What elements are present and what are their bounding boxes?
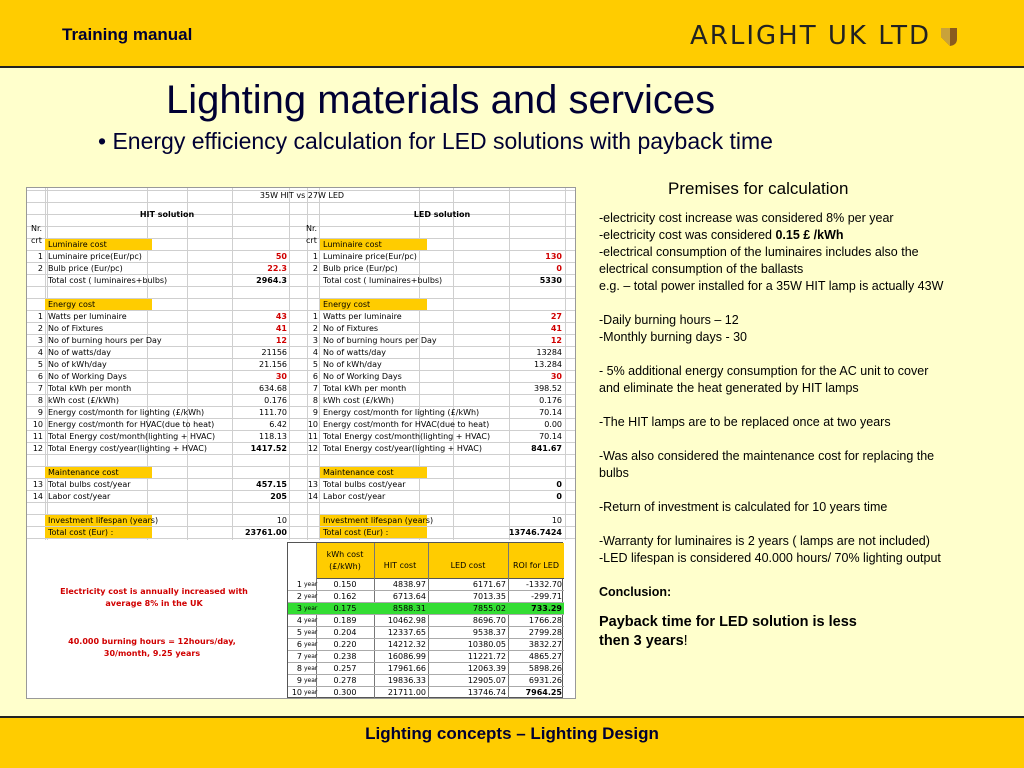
roi-led-cost: 10380.05: [467, 640, 506, 649]
roi-row: [288, 603, 564, 615]
row-value-led: 398.52: [534, 384, 562, 393]
logo-mark-icon: [939, 25, 959, 47]
nr-header: Nr.: [306, 224, 318, 233]
row-number: 4: [312, 348, 318, 357]
hit-solution-heading: HIT solution: [139, 210, 195, 219]
nr-header: crt: [31, 236, 42, 245]
roi-value: 733.29: [531, 604, 562, 613]
row-label: Bulb price (Eur/pc): [48, 264, 123, 273]
conclusion-emphasis: then 3 years: [599, 633, 684, 649]
roi-year: 5: [296, 628, 302, 637]
row-number: 11: [32, 432, 43, 441]
roi-hit-cost: 19836.33: [387, 676, 426, 685]
slide-title: Lighting materials and services: [166, 78, 716, 122]
roi-hit-cost: 17961.66: [387, 664, 426, 673]
row-value-led: 5330: [539, 276, 562, 285]
premise-text: -electricity cost increase was considered 8% per year: [599, 211, 894, 225]
premise-line: [599, 465, 1004, 482]
grid-line: [27, 418, 576, 419]
premise-line: [599, 431, 1004, 448]
row-label: Total Energy cost/year(lighting + HVAC): [48, 444, 207, 453]
premise-line: [599, 329, 1004, 346]
roi-row: [288, 675, 564, 687]
row-value-led: 0.176: [539, 396, 562, 405]
roi-kwh-cost: 0.204: [333, 628, 357, 637]
roi-kwh-cost: 0.150: [333, 580, 357, 589]
row-label: No of watts/day: [48, 348, 111, 357]
roi-value: 3832.27: [528, 640, 562, 649]
row-number: 8: [312, 396, 318, 405]
row-label: Total Energy cost/month(lighting + HVAC): [323, 432, 491, 441]
roi-hit-cost: 4838.97: [392, 580, 426, 589]
conclusion-line: Payback time for LED solution is less: [599, 614, 857, 630]
roi-hit-cost: 14212.32: [387, 640, 426, 649]
roi-year: 4: [296, 616, 302, 625]
grid-line: [27, 442, 576, 443]
roi-table: [287, 542, 563, 698]
roi-kwh-cost: 0.189: [333, 616, 357, 625]
premise-text: -electricity cost was considered: [599, 228, 776, 242]
row-label: No of watts/day: [323, 348, 386, 357]
roi-year: 6: [296, 640, 302, 649]
sheet-title: 35W HIT vs 27W LED: [259, 191, 345, 200]
premise-text: -Return of investment is calculated for 10 years time: [599, 500, 888, 514]
premise-text: -Was also considered the maintenance cost for replacing the: [599, 449, 935, 463]
row-number: 13: [307, 480, 318, 489]
grid-line: [27, 502, 576, 503]
row-number: 12: [32, 444, 43, 453]
premise-text: -The HIT lamps are to be replaced once at two years: [599, 415, 891, 429]
roi-value: 6931.26: [528, 676, 562, 685]
row-label: Labor cost/year: [48, 492, 111, 501]
premise-text: and eliminate the heat generated by HIT lamps: [599, 381, 859, 395]
roi-led-cost: 12063.39: [467, 664, 506, 673]
premise-line: [599, 261, 1004, 278]
grid-line: [187, 188, 188, 540]
row-label: Total Energy cost/year(lighting + HVAC): [323, 444, 482, 453]
roi-row: [288, 651, 564, 663]
row-label: Energy cost: [323, 300, 371, 309]
row-value-led: 41: [550, 324, 562, 333]
note-electricity: Electricity cost is annually increased with average 8% in the UK: [60, 587, 248, 608]
row-value-hit: 23761.00: [244, 528, 287, 537]
roi-hit-cost: 6713.64: [392, 592, 426, 601]
roi-year-unit: year: [304, 665, 318, 672]
roi-row: [288, 627, 564, 639]
grid-line: [27, 430, 576, 431]
row-number: 11: [307, 432, 318, 441]
premise-line: [599, 533, 1004, 550]
row-value-led: 30: [550, 372, 562, 381]
note-burning-hours: 40.000 burning hours = 12hours/day, 30/month, 9.25 years: [68, 637, 236, 658]
row-value-led: 0.00: [544, 420, 562, 429]
grid-line: [27, 286, 576, 287]
premise-text: e.g. – total power installed for a 35W HIT lamp is actually 43W: [599, 279, 944, 293]
premise-line: [599, 482, 1004, 499]
row-label: Watts per luminaire: [323, 312, 402, 321]
premise-line: [599, 227, 1004, 244]
grid-line: [27, 478, 576, 479]
roi-head-led: LED cost: [450, 561, 486, 570]
roi-led-cost: 9538.37: [472, 628, 506, 637]
roi-row: [288, 615, 564, 627]
roi-head-roi: ROI for LED: [513, 561, 559, 570]
roi-kwh-cost: 0.238: [333, 652, 357, 661]
roi-kwh-cost: 0.300: [333, 688, 357, 697]
roi-year-unit: year: [304, 641, 318, 648]
roi-value: 5898.26: [528, 664, 562, 673]
row-value-hit: 10: [276, 516, 287, 525]
roi-value: 2799.28: [528, 628, 562, 637]
roi-led-cost: 11221.72: [467, 652, 506, 661]
row-value-hit: 50: [275, 252, 287, 261]
row-value-led: 130: [545, 252, 562, 261]
row-number: 5: [37, 360, 43, 369]
grid-line: [27, 202, 576, 203]
grid-line: [27, 262, 576, 263]
footer-text: Lighting concepts – Lighting Design: [365, 724, 659, 743]
row-value-hit: 22.3: [267, 264, 287, 273]
grid-line: [27, 322, 576, 323]
roi-head-kwh: kWh cost (£/kWh): [326, 550, 364, 571]
roi-year-unit: year: [304, 677, 318, 684]
row-value-hit: 1417.52: [250, 444, 287, 453]
row-value-hit: 457.15: [256, 480, 287, 489]
roi-head-hit: HIT cost: [383, 561, 417, 570]
grid-line: [27, 346, 576, 347]
grid-line: [565, 188, 566, 540]
roi-year-unit: year: [304, 629, 318, 636]
row-value-hit: 0.176: [264, 396, 287, 405]
row-number: 8: [37, 396, 43, 405]
premise-line: [599, 312, 1004, 329]
row-number: 1: [312, 312, 318, 321]
row-label: Total kWh per month: [48, 384, 132, 393]
premise-text: -Warranty for luminaires is 2 years ( lamps are not included): [599, 534, 930, 548]
slide-subtitle: • Energy efficiency calculation for LED solutions with payback time: [98, 128, 773, 154]
premise-text: - 5% additional energy consumption for the AC unit to cover: [599, 364, 929, 378]
roi-year: 2: [296, 592, 302, 601]
row-value-led: 13284: [536, 348, 562, 357]
row-number: 12: [307, 444, 318, 453]
header-manual-label: Training manual: [62, 25, 193, 44]
row-label: kWh cost (£/kWh): [323, 396, 394, 405]
roi-row: [288, 591, 564, 603]
row-label: Total bulbs cost/year: [323, 480, 406, 489]
conclusion-mark: !: [683, 633, 688, 649]
row-label: No of Working Days: [48, 372, 127, 381]
row-label: Total cost (Eur) :: [48, 528, 114, 537]
roi-year-unit: year: [304, 605, 318, 612]
roi-row: [288, 639, 564, 651]
premise-line: [599, 516, 1004, 533]
premise-bold-value: 0.15 £ /kWh: [775, 228, 844, 242]
roi-kwh-cost: 0.175: [333, 604, 357, 613]
row-label: No of burning hours per Day: [323, 336, 437, 345]
row-label: Luminaire price(Eur/pc): [48, 252, 142, 261]
premise-text: electrical consumption of the ballasts: [599, 262, 804, 276]
row-value-led: 0: [556, 480, 562, 489]
row-number: 2: [312, 264, 318, 273]
premises-list: [599, 210, 1004, 651]
row-number: 1: [312, 252, 318, 261]
row-label: No of burning hours per Day: [48, 336, 162, 345]
row-number: 6: [37, 372, 43, 381]
roi-hit-cost: 16086.99: [387, 652, 426, 661]
roi-led-cost: 13746.74: [467, 688, 506, 697]
row-number: 9: [312, 408, 318, 417]
roi-kwh-cost: 0.257: [333, 664, 357, 673]
grid-line: [27, 382, 576, 383]
row-value-hit: 634.68: [259, 384, 287, 393]
grid-line: [27, 310, 576, 311]
row-value-hit: 41: [275, 324, 287, 333]
row-label: No of Fixtures: [48, 324, 104, 333]
row-value-led: 10: [551, 516, 562, 525]
roi-year: 10: [291, 688, 302, 697]
row-value-led: 70.14: [539, 408, 562, 417]
roi-row: [288, 663, 564, 675]
premise-line: [599, 295, 1004, 312]
row-value-led: 13746.7424: [508, 528, 562, 537]
premise-line: [599, 550, 1004, 567]
premise-text: -LED lifespan is considered 40.000 hours/ 70% lighting output: [599, 551, 941, 565]
premise-text: bulbs: [599, 466, 629, 480]
roi-year-unit: year: [304, 593, 318, 600]
premise-line: [599, 278, 1004, 295]
grid-line: [27, 454, 576, 455]
row-value-hit: 118.13: [259, 432, 287, 441]
premise-line: [599, 380, 1004, 397]
row-value-hit: 21156: [261, 348, 287, 357]
roi-led-cost: 7013.35: [472, 592, 506, 601]
row-label: Luminaire price(Eur/pc): [323, 252, 417, 261]
roi-led-cost: 12905.07: [467, 676, 506, 685]
roi-hit-cost: 12337.65: [387, 628, 426, 637]
logo-text: ARLIGHT UK LTD: [690, 21, 932, 51]
row-label: No of Working Days: [323, 372, 402, 381]
row-value-hit: 30: [275, 372, 287, 381]
roi-led-cost: 7855.02: [472, 604, 506, 613]
roi-year: 3: [296, 604, 302, 613]
row-label: No of kWh/day: [323, 360, 382, 369]
grid-line: [453, 188, 454, 540]
row-number: 4: [37, 348, 43, 357]
row-label: Investment lifespan (years): [48, 516, 159, 525]
roi-row: [288, 687, 564, 699]
row-label: Energy cost/month for HVAC(due to heat): [48, 420, 215, 429]
premises-title: Premises for calculation: [668, 179, 849, 198]
row-number: 3: [37, 336, 43, 345]
roi-kwh-cost: 0.162: [333, 592, 357, 601]
row-label: Total Energy cost/month(lighting + HVAC): [48, 432, 216, 441]
roi-year-unit: year: [304, 581, 318, 588]
row-label: Total cost ( luminaires+bulbs): [48, 276, 168, 285]
premise-text: -electrical consumption of the luminaires includes also the: [599, 245, 919, 259]
roi-kwh-cost: 0.278: [333, 676, 357, 685]
row-number: 2: [37, 264, 43, 273]
row-value-hit: 2964.3: [256, 276, 287, 285]
row-value-hit: 43: [275, 312, 287, 321]
premise-line: [599, 414, 1004, 431]
row-value-hit: 6.42: [269, 420, 287, 429]
row-label: Total cost (Eur) :: [323, 528, 389, 537]
roi-hit-cost: 21711.00: [387, 688, 426, 697]
grid-line: [27, 538, 576, 539]
grid-line: [27, 358, 576, 359]
row-number: 9: [37, 408, 43, 417]
roi-led-cost: 6171.67: [472, 580, 506, 589]
row-value-led: 27: [550, 312, 562, 321]
calculation-spreadsheet: [26, 187, 576, 699]
row-number: 2: [312, 324, 318, 333]
roi-hit-cost: 8588.31: [392, 604, 426, 613]
nr-header: Nr.: [31, 224, 43, 233]
roi-led-cost: 8696.70: [472, 616, 506, 625]
grid-line: [27, 250, 576, 251]
roi-year: 8: [296, 664, 302, 673]
row-label: Energy cost: [48, 300, 96, 309]
premise-line: [599, 210, 1004, 227]
roi-year-unit: year: [304, 653, 318, 660]
row-label: No of kWh/day: [48, 360, 107, 369]
row-number: 2: [37, 324, 43, 333]
row-value-led: 0: [556, 264, 562, 273]
row-value-hit: 21.156: [259, 360, 287, 369]
row-value-led: 0: [556, 492, 562, 501]
grid-line: [289, 188, 290, 540]
row-number: 7: [37, 384, 43, 393]
roi-year: 1: [296, 580, 302, 589]
premise-line: [599, 346, 1004, 363]
row-label: Labor cost/year: [323, 492, 386, 501]
row-label: Bulb price (Eur/pc): [323, 264, 398, 273]
roi-value: -299.71: [531, 592, 562, 601]
row-value-hit: 12: [275, 336, 287, 345]
roi-value: -1332.70: [526, 580, 562, 589]
row-number: 13: [32, 480, 43, 489]
row-number: 14: [307, 492, 318, 501]
roi-year-unit: year: [304, 689, 318, 696]
row-number: 1: [37, 312, 43, 321]
grid-line: [27, 394, 576, 395]
company-logo: [690, 22, 959, 50]
row-value-led: 841.67: [531, 444, 562, 453]
row-value-hit: 111.70: [259, 408, 287, 417]
row-label: No of Fixtures: [323, 324, 379, 333]
roi-year: 9: [296, 676, 302, 685]
led-solution-heading: LED solution: [413, 210, 471, 219]
conclusion-heading: Conclusion:: [599, 585, 672, 599]
row-value-led: 13.284: [534, 360, 562, 369]
premise-line: [599, 499, 1004, 516]
roi-row: [288, 579, 564, 591]
roi-value: 4865.27: [528, 652, 562, 661]
grid-line: [27, 490, 576, 491]
row-label: kWh cost (£/kWh): [48, 396, 119, 405]
roi-value: 1766.28: [528, 616, 562, 625]
premise-line: [599, 397, 1004, 414]
premise-line: [599, 448, 1004, 465]
row-label: Energy cost/month for lighting (£/kWh): [323, 408, 480, 417]
grid-line: [27, 334, 576, 335]
row-label: Total cost ( luminaires+bulbs): [323, 276, 443, 285]
row-number: 10: [32, 420, 43, 429]
row-label: Total kWh per month: [323, 384, 407, 393]
nr-header: crt: [306, 236, 317, 245]
premise-line: [599, 244, 1004, 261]
row-label: Maintenance cost: [48, 468, 119, 477]
row-label: Investment lifespan (years): [323, 516, 434, 525]
row-number: 5: [312, 360, 318, 369]
roi-year: 7: [296, 652, 302, 661]
premise-line: [599, 363, 1004, 380]
row-number: 14: [32, 492, 43, 501]
roi-value: 7964.25: [525, 688, 562, 697]
row-label: Luminaire cost: [48, 240, 107, 249]
row-label: Watts per luminaire: [48, 312, 127, 321]
row-label: Energy cost/month for lighting (£/kWh): [48, 408, 205, 417]
roi-kwh-cost: 0.220: [333, 640, 357, 649]
row-value-led: 12: [550, 336, 562, 345]
grid-line: [27, 370, 576, 371]
row-label: Total bulbs cost/year: [48, 480, 131, 489]
conclusion-text: [599, 613, 1004, 651]
row-number: 10: [307, 420, 318, 429]
premise-text: -Monthly burning days - 30: [599, 330, 747, 344]
roi-hit-cost: 10462.98: [387, 616, 426, 625]
row-number: 3: [312, 336, 318, 345]
row-label: Luminaire cost: [323, 240, 382, 249]
grid-line: [27, 274, 576, 275]
row-number: 1: [37, 252, 43, 261]
grid-line: [27, 226, 576, 227]
row-label: Energy cost/month for HVAC(due to heat): [323, 420, 490, 429]
row-number: 7: [312, 384, 318, 393]
roi-year-unit: year: [304, 617, 318, 624]
grid-line: [27, 406, 576, 407]
row-label: Maintenance cost: [323, 468, 394, 477]
row-number: 6: [312, 372, 318, 381]
row-value-led: 70.14: [539, 432, 562, 441]
row-value-hit: 205: [270, 492, 287, 501]
conclusion-line: [599, 632, 1004, 651]
premise-text: -Daily burning hours – 12: [599, 313, 739, 327]
